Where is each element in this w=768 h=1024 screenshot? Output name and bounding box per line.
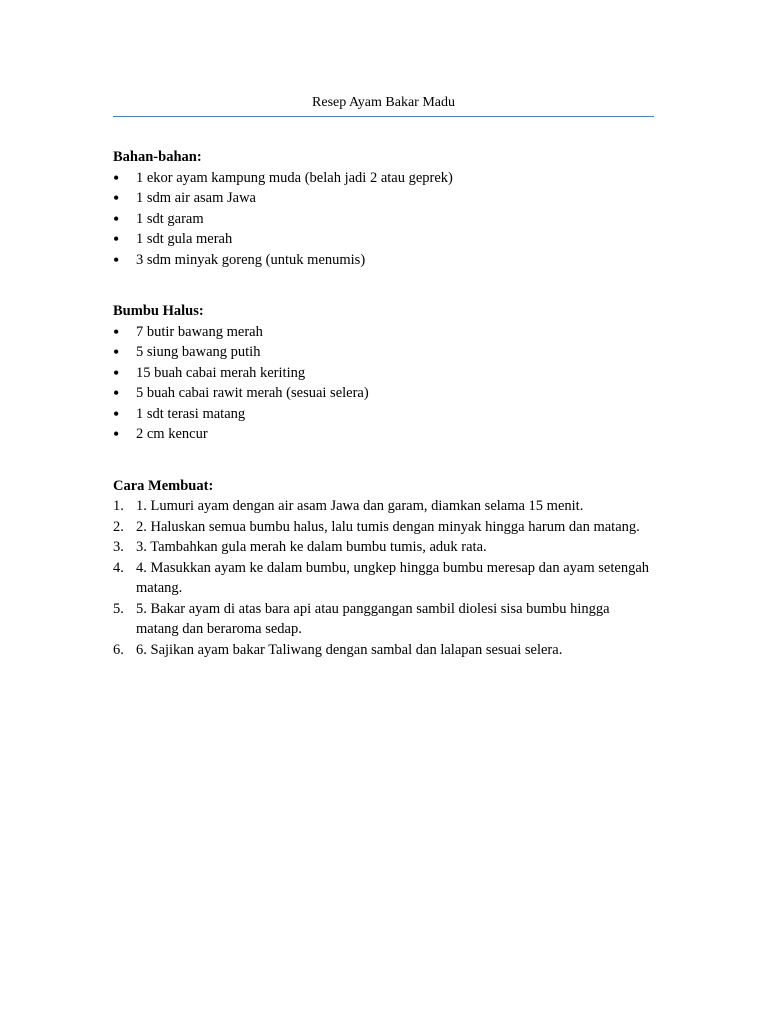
bullet-marker: • xyxy=(113,403,120,424)
ingredients-list xyxy=(113,168,654,271)
list-item xyxy=(113,168,654,189)
step-number: 3. xyxy=(113,539,124,555)
list-item xyxy=(113,229,654,250)
bullet-marker: • xyxy=(113,188,120,208)
section-ingredients xyxy=(113,147,654,270)
list-item-text: 1 sdm air asam Jawa xyxy=(136,190,256,206)
list-item-text: 3. Tambahkan gula merah ke dalam bumbu tumis, aduk rata. xyxy=(136,539,487,555)
list-item-text: 1. Lumuri ayam dengan air asam Jawa dan garam, diamkan selama 15 menit. xyxy=(136,498,584,514)
list-item-text: 2 cm kencur xyxy=(136,426,208,442)
list-item-text: 2. Haluskan semua bumbu halus, lalu tumis dengan minyak hingga harum dan matang. xyxy=(136,518,640,535)
list-item-text: 15 buah cabai merah keriting xyxy=(136,364,306,381)
list-item xyxy=(113,383,654,404)
section-heading: Bahan-bahan: xyxy=(113,149,202,165)
list-item xyxy=(113,188,654,209)
step-number: 5. xyxy=(113,600,124,617)
list-item-text: 5 buah cabai rawit merah (sesuai selera) xyxy=(136,385,369,401)
step-number: 2. xyxy=(113,518,124,535)
section-spice-paste xyxy=(113,301,654,445)
bullet-marker: • xyxy=(113,229,120,249)
list-item-text: 5 siung bawang putih xyxy=(136,344,261,360)
list-item xyxy=(113,342,654,363)
list-item-text: 5. Bakar ayam di atas bara api atau panggangan sambil diolesi sisa bumbu hingga matang dan beraroma sedap. xyxy=(136,600,610,637)
bullet-marker: • xyxy=(113,167,120,188)
title-underline xyxy=(113,116,654,117)
list-item xyxy=(113,496,654,517)
bullet-marker: • xyxy=(113,362,120,383)
list-item-text: 7 butir bawang merah xyxy=(136,323,263,340)
bullet-marker: • xyxy=(113,321,120,342)
list-item xyxy=(113,363,654,384)
section-heading: Cara Membuat: xyxy=(113,477,214,494)
list-item-text: 6. Sajikan ayam bakar Taliwang dengan sambal dan lalapan sesuai selera. xyxy=(136,641,563,658)
bullet-marker: • xyxy=(113,249,120,270)
list-item xyxy=(113,558,654,599)
bullet-marker: • xyxy=(113,208,120,229)
list-item xyxy=(113,537,654,558)
bullet-marker: • xyxy=(113,424,120,444)
step-number: 4. xyxy=(113,559,124,576)
list-item xyxy=(113,250,654,271)
instructions-list xyxy=(113,496,654,660)
list-item-text: 3 sdm minyak goreng (untuk menumis) xyxy=(136,251,366,268)
section-instructions xyxy=(113,476,654,661)
list-item-text: 1 sdt gula merah xyxy=(136,231,233,247)
list-item-text: 1 sdt garam xyxy=(136,210,204,227)
document-title: Resep Ayam Bakar Madu xyxy=(312,95,455,110)
list-item xyxy=(113,209,654,230)
list-item xyxy=(113,640,654,661)
list-item xyxy=(113,404,654,425)
list-item-text: 4. Masukkan ayam ke dalam bumbu, ungkep hingga bumbu meresap dan ayam setengah matang. xyxy=(136,559,650,596)
list-item xyxy=(113,424,654,445)
bullet-marker: • xyxy=(113,342,120,362)
list-item-text: 1 sdt terasi matang xyxy=(136,405,246,422)
spice-paste-list xyxy=(113,322,654,445)
bullet-marker: • xyxy=(113,383,120,403)
step-number: 1. xyxy=(113,498,124,514)
list-item-text: 1 ekor ayam kampung muda (belah jadi 2 atau geprek) xyxy=(136,169,453,186)
step-number: 6. xyxy=(113,641,124,658)
list-item xyxy=(113,517,654,538)
list-item xyxy=(113,322,654,343)
document-body xyxy=(113,147,654,691)
section-heading: Bumbu Halus: xyxy=(113,303,204,319)
list-item xyxy=(113,599,654,640)
